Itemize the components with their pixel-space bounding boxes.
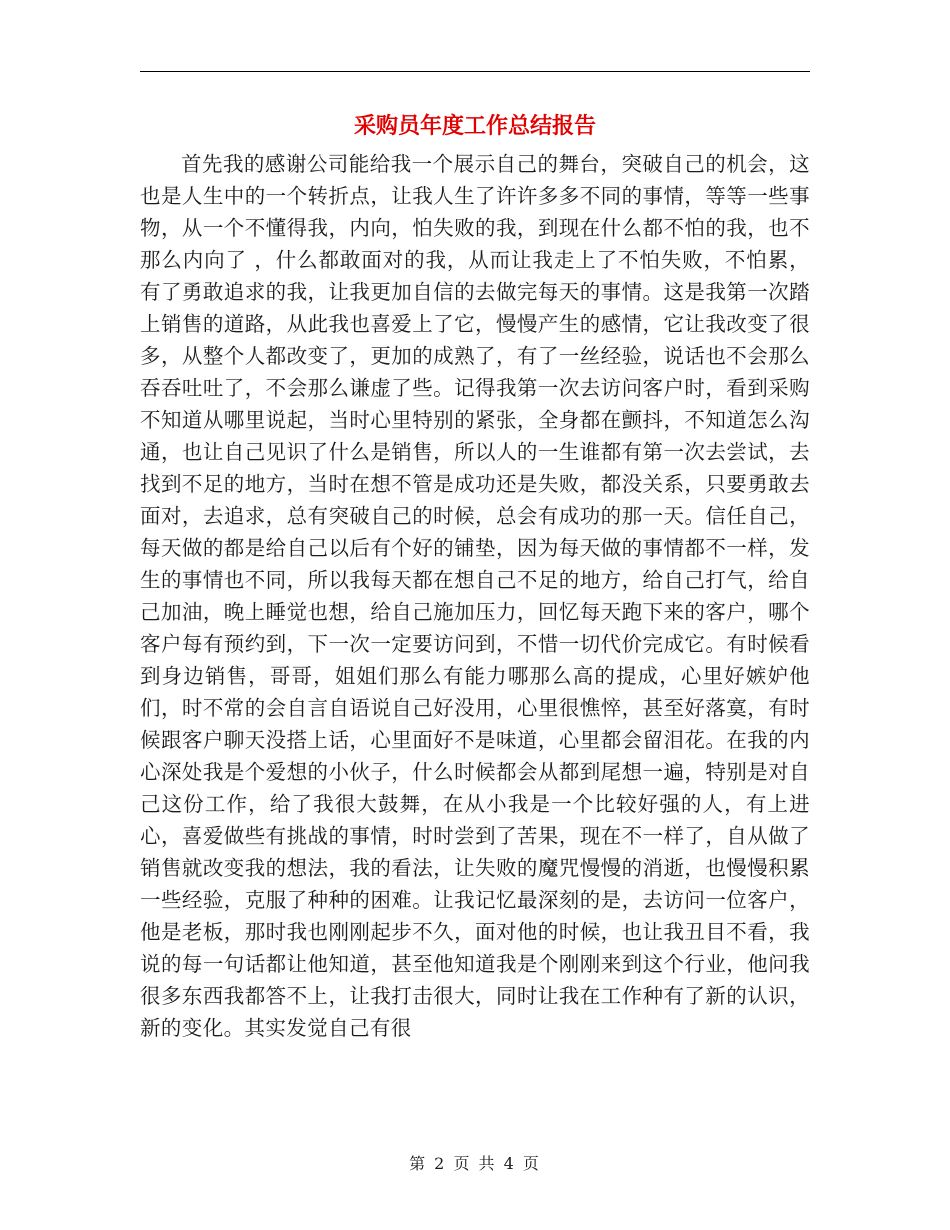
header-rule [140,71,810,72]
page-number: 第 2 页 共 4 页 [409,1154,541,1173]
body-paragraph: 首先我的感谢公司能给我一个展示自己的舞台，突破自己的机会，这也是人生中的一个转折点，让我人生了许许多多不同的事情，等等一些事物，从一个不懂得我，内向，怕失败的我，到现在什么都不怕的我，也不那么内向了 ，什么都敢面对的我，从而让我走上了不怕失败，不怕累，有了勇敢追求的我，让我更加自信的去做完每天的事情。这是我第一次踏上销售的道路，从此我也喜爱上了它，慢慢产生的感情，它让我改变了很多，从整个人都改变了，更加的成熟了，有了一丝经验，说话也不会那么吞吞吐吐了，不会那么谦虚了些。记得我第一次去访问客户时，看到采购不知道从哪里说起，当时心里特别的紧张，全身都在颤抖，不知道怎么沟通，也让自己见识了什么是销售，所以人的一生谁都有第一次去尝试，去找到不足的地方，当时在想不管是成功还是失败，都没关系，只要勇敢去面对，去追求，总有突破自己的时候，总会有成功的那一天。信任自己，每天做的都是给自己以后有个好的铺垫，因为每天做的事情都不一样，发生的事情也不同，所以我每天都在想自己不足的地方，给自己打气，给自己加油，晚上睡觉也想，给自己施加压力，回忆每天跑下来的客户，哪个客户每有预约到，下一次一定要访问到，不惜一切代价完成它。有时候看到身边销售，哥哥，姐姐们那么有能力哪那么高的提成，心里好嫉妒他们，时不常的会自言自语说自己好没用，心里很憔悴，甚至好落寞，有时候跟客户聊天没搭上话，心里面好不是味道，心里都会留泪花。在我的内心深处我是个爱想的小伙子，什么时候都会从都到尾想一遍，特别是对自己这份工作，给了我很大鼓舞，在从小我是一个比较好强的人，有上进心，喜爱做些有挑战的事情，时时尝到了苦果，现在不一样了，自从做了销售就改变我的想法，我的看法，让失败的魔咒慢慢的消逝，也慢慢积累一些经验，克服了种种的困难。让我记忆最深刻的是，去访问一位客户，他是老板，那时我也刚刚起步不久，面对他的时候，也让我丑目不看，我说的每一句话都让他知道，甚至他知道我是个刚刚来到这个行业，他问我很多东西我都答不上，让我打击很大，同时让我在工作种有了新的认识，新的变化。其实发觉自己有很 [140,152,810,1040]
document-title: 采购员年度工作总结报告 [353,113,596,139]
